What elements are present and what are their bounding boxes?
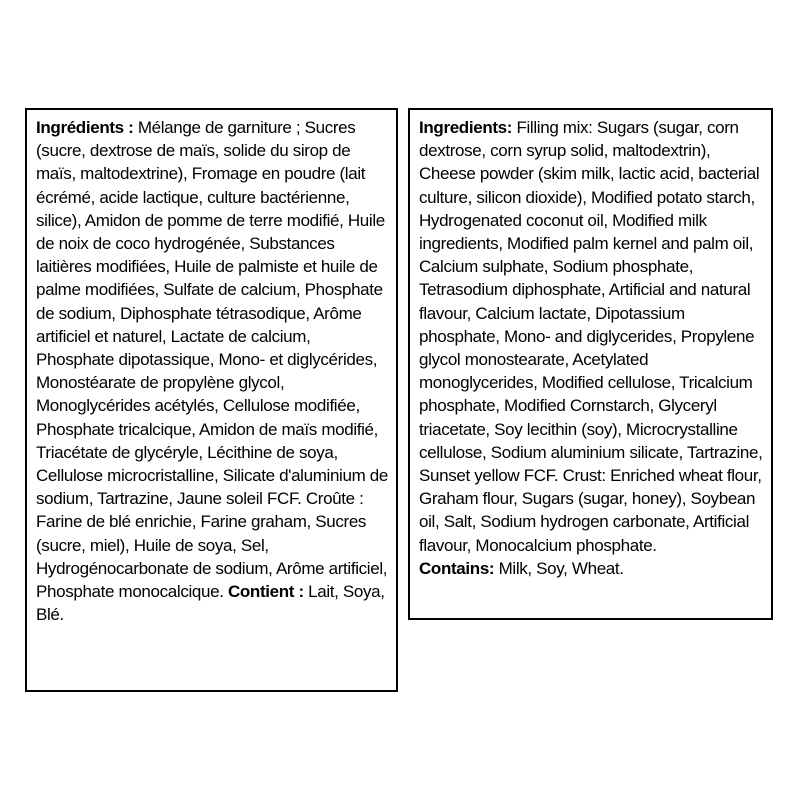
english-ingredients-paragraph [419, 116, 763, 557]
english-ingredients-panel [408, 108, 773, 620]
english-contains-paragraph [419, 557, 763, 580]
french-contains-label: Contient : [227, 582, 304, 602]
english-ingredients-heading: Ingredients: [419, 118, 513, 137]
english-ingredients-text: Filling mix: Sugars (sugar, corn dextrose, corn syrup solid, maltodextrin), Cheese powder (skim milk, lactic acid, bacterial culture, silicon dioxide), Modified potato starch, Hydrogenated coconut oil, Modified milk ingredients, Modified palm kernel and palm oil, Calcium sulphate, Sodium phosphate, Tetrasodium diphosphate, Artificial and natural flavour, Calcium lactate, Dipotassium phosphate, Mono- and diglycerides, Propylene glycol monostearate, Acetylated monoglycerides, Modified cellulose, Tricalcium phosphate, Modified Cornstarch, Glyceryl triacetate, Soy lecithin (soy), Microcrystalline cellulose, Sodium aluminium silicate, Tartrazine, Sunset yellow FCF. Crust: Enriched wheat flour, Graham flour, Sugars (sugar, honey), Soybean oil, Salt, Sodium hydrogen carbonate, Artificial flavour, Monocalcium phosphate. [419, 118, 763, 555]
french-ingredients-heading: Ingrédients : [36, 118, 134, 137]
french-ingredients-panel [25, 108, 398, 692]
french-ingredients-paragraph [36, 116, 388, 626]
english-contains-text: Milk, Soy, Wheat. [494, 558, 624, 578]
french-contains-text: Lait, Soya, Blé. [36, 582, 385, 625]
english-contains-label: Contains: [419, 558, 495, 578]
french-ingredients-text: Mélange de garniture ; Sucres (sucre, dextrose de maïs, solide du sirop de maïs, maltodextrine), Fromage en poudre (lait écrémé, acide lactique, culture bactérienne, silice), Amidon de pomme de terre modifié, Huile de noix de coco hydrogénée, Substances laitières modifiées, Huile de palmiste et huile de palme modifiées, Sulfate de calcium, Phosphate de sodium, Diphosphate tétrasodique, Arôme artificiel et naturel, Lactate de calcium, Phosphate dipotassique, Mono- et diglycérides, Monostéarate de propylène glycol, Monoglycérides acétylés, Cellulose modifiée, Phosphate tricalcique, Amidon de maïs modifié, Triacétate de glycéryle, Lécithine de soya, Cellulose microcristalline, Silicate d'aluminium de sodium, Tartrazine, Jaune soleil FCF. Croûte : Farine de blé enrichie, Farine graham, Sucres (sucre, miel), Huile de soya, Sel, Hydrogénocarbonate de sodium, Arôme artificiel, Phosphate monocalcique. [36, 118, 388, 602]
